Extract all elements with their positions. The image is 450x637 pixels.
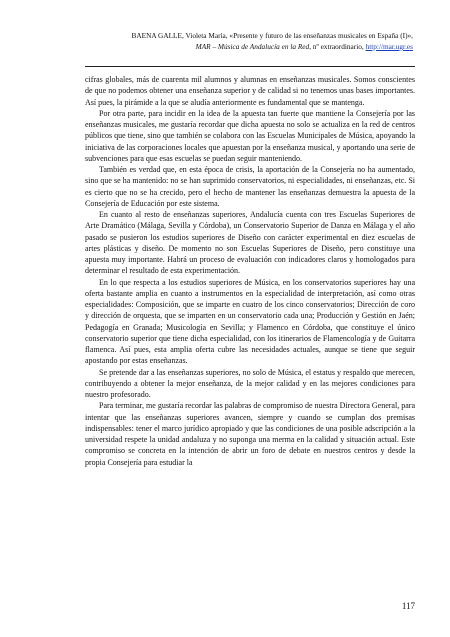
paragraph: En lo que respecta a los estudios superiores de Música, en los conservatorios superiores hay una oferta bastante amplia en cuanto a instrumentos en la especialidad de interpretación, así como otras especialidades: Composición, que se imparte en cuatro de los cinco conservatorios; Dirección de coro y dirección de orquesta, que se imparten en un conservatorio cada una; Producción y Gestión en Jaén; Pedagogía en Granada; Musicología en Sevilla; y Flamenco en Córdoba, que constituye el único conservatorio superior que tiene dicha especialidad, con los itinerarios de Flamencología y de Guitarra flamenca. Así pues, esta amplia oferta cubre las necesidades actuales, aunque se tiene que seguir apostando por estas enseñanzas. [85, 277, 415, 366]
paragraph: Se pretende dar a las enseñanzas superiores, no solo de Música, el estatus y respaldo que merecen, contribuyendo a obtener la mejor enseñanza, de la mejor calidad y en las mejores condiciones para nuestro profesorado. [85, 367, 415, 399]
running-header [83, 30, 413, 52]
header-journal-line [83, 41, 413, 52]
header-citation: BAENA GALLE, Violeta María, «Presente y futuro de las enseñanzas musicales en España (I)», [131, 31, 413, 40]
body-text [85, 74, 415, 468]
issue-info: , nº extraordinario, [309, 42, 366, 51]
paragraph: cifras globales, más de cuarenta mil alumnos y alumnas en enseñanzas musicales. Somos conscientes de que no podemos obtener una enseñanza superior y de calidad si no tenemos unas bases importantes. Así pues, la pirámide a la que se aludía anteriormente es fundamental que se mantenga. [85, 75, 415, 107]
paragraph: Por otra parte, para incidir en la idea de la apuesta tan fuerte que mantiene la Consejería por las enseñanzas musicales, me gustaría recordar que dicha apuesta no solo se actualiza en la red de centros públicos que tiene, sino que también se colabora con las Escuelas Municipales de Música, apoyando la iniciativa de las corporaciones locales que apuestan por la enseñanza musical, y aportando una serie de subvenciones para que esas escuelas se puedan seguir manteniendo. [85, 108, 415, 163]
paragraph: En cuanto al resto de enseñanzas superiores, Andalucía cuenta con tres Escuelas Superiores de Arte Dramático (Málaga, Sevilla y Córdoba), un Conservatorio Superior de Danza en Málaga y el año pasado se pusieron los estudios superiores de Diseño con carácter experimental en diez escuelas de artes plásticas y diseño. De momento no son Escuelas Superiores de Diseño, pero constituye una apuesta muy importante. Habrá un proceso de evaluación con indicadores claros y homologados para determinar el resultado de esta experimentación. [85, 210, 415, 276]
journal-url-link[interactable]: http://mar.ugr.es [365, 42, 413, 51]
page-number: 117 [401, 601, 415, 611]
paragraph: Para terminar, me gustaría recordar las palabras de compromiso de nuestra Directora General, para intentar que las enseñanzas superiores avancen, siempre y cuando se cumplan dos premisas indispensables: tener el marco jurídico apropiado y que las condiciones de una posible adscripción a la universidad respete la unidad andaluza y no suponga una merma en la calidad y situación actual. Este compromiso se concreta en la intención de abrir un foro de debate en nuestros centros y desde la propia Consejería para estudiar la [85, 401, 415, 467]
header-divider [85, 66, 415, 67]
journal-name: MAR – Música de Andalucía en la Red [195, 42, 310, 51]
paragraph: También es verdad que, en esta época de crisis, la aportación de la Consejería no ha aumentado, sino que se ha mantenido: no se han suprimido conservatorios, ni especialidades, ni enseñanzas, etc. Si es cierto que no se ha crecido, pero el hecho de mantener las enseñanzas demuestra la apuesta de la Consejería de Educación por este sistema. [85, 165, 415, 208]
